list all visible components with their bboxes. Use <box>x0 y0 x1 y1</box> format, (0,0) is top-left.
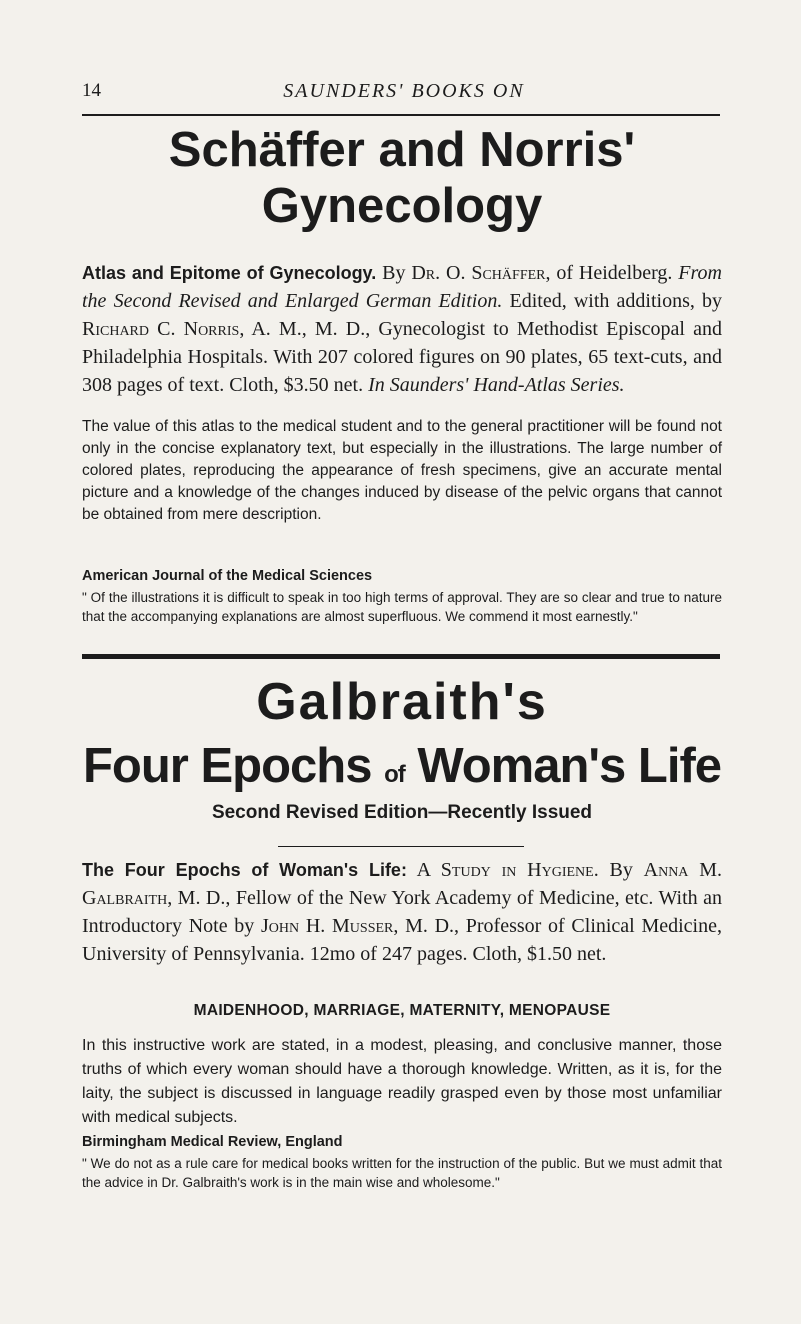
book2-topics: MAIDENHOOD, MARRIAGE, MATERNITY, MENOPAUSE <box>193 1002 611 1019</box>
book2-review-quote: " We do not as a rule care for medical books written for the instruction of the public. But we must admit that the advice in Dr. Galbraith's work is in the main wise and wholesome." <box>82 1156 722 1190</box>
book2-intro-author: John H. Musser <box>261 915 394 937</box>
book1-editor: Richard C. Norris <box>82 318 240 340</box>
book1-author-rest: , of Heidelberg. <box>545 262 679 284</box>
section-divider <box>82 654 720 659</box>
book2-title-of: of <box>384 761 405 788</box>
running-head-title: SAUNDERS' BOOKS ON <box>283 80 525 102</box>
book2-author: Anna M. Galbraith <box>82 859 722 909</box>
book1-edition: From the Second Revised and Enlarged German Edition. <box>82 262 722 312</box>
book1-by: By <box>376 262 412 284</box>
book1-review-source: American Journal of the Medical Sciences <box>82 568 373 584</box>
book2-lead: The Four Epochs of Woman's Life: <box>82 860 407 880</box>
book1-title <box>82 122 722 234</box>
book2-title-part-a: Four Epochs <box>82 739 385 793</box>
book2-description: In this instructive work are stated, in a modest, pleasing, and conclusive manner, those truths of which every woman should have a thorough knowledge. Written, as it is, for the laity, the subject is discussed in language readily grasped even by those most unfamiliar with medical subjects. <box>82 1037 722 1126</box>
book1-author: Dr. O. Schäffer <box>411 262 546 284</box>
book2-details <box>82 856 722 968</box>
book2-title-part-b: Woman's Life <box>404 739 722 793</box>
book2-subtitle: Second Revised Edition—Recently Issued <box>211 802 593 823</box>
header-rule <box>82 114 720 116</box>
book2-review-source: Birmingham Medical Review, England <box>82 1134 343 1150</box>
book2-title-line2 <box>82 736 722 805</box>
book1-details <box>82 259 722 399</box>
book1-description: The value of this atlas to the medical student and to the general practitioner will be found not only in the concise explanatory text, but especially in the illustrations. The large number of colored plates, reproducing the appearance of fresh specimens, give an accurate mental picture and a knowledge of the changes induced by disease of the pelvic organs that cannot be obtained from mere description. <box>82 418 722 523</box>
book2-intro-rest: , M. D., Professor of Clinical Medicine, University of Pennsylvania. 12mo of 247 pages. Cloth, $1.50 net. <box>82 915 722 965</box>
book2-by: By <box>598 859 644 881</box>
book1-series: In Saunders' Hand-Atlas Series. <box>368 374 625 396</box>
book1-review-quote: " Of the illustrations it is difficult to speak in too high terms of approval. They are so clear and true to nature that the accompanying explanations are almost superfluous. We commend it most earnestly." <box>82 590 722 624</box>
book1-lead: Atlas and Epitome of Gynecology. <box>82 263 377 283</box>
book1-title-line1: Schäffer and Norris' <box>168 123 636 177</box>
book1-title-line2: Gynecology <box>261 179 543 233</box>
book2-title-line1: Galbraith's <box>256 673 548 731</box>
book2-author-rest: , M. D., Fellow of the New York Academy of Medicine, etc. With an Introductory Note by <box>82 887 722 937</box>
page-number: 14 <box>82 80 101 101</box>
book1-editor-rest: , A. M., M. D., Gynecologist to Methodist Episcopal and Philadelphia Hospitals. With 207 colored figures on 90 plates, 65 text-cuts, and 308 pages of text. Cloth, $3.50 net. <box>82 318 722 396</box>
subtitle-rule <box>278 846 524 847</box>
book2-study: A Study in Hygiene. <box>406 859 599 881</box>
book1-edited-by: Edited, with additions, by <box>502 290 722 312</box>
